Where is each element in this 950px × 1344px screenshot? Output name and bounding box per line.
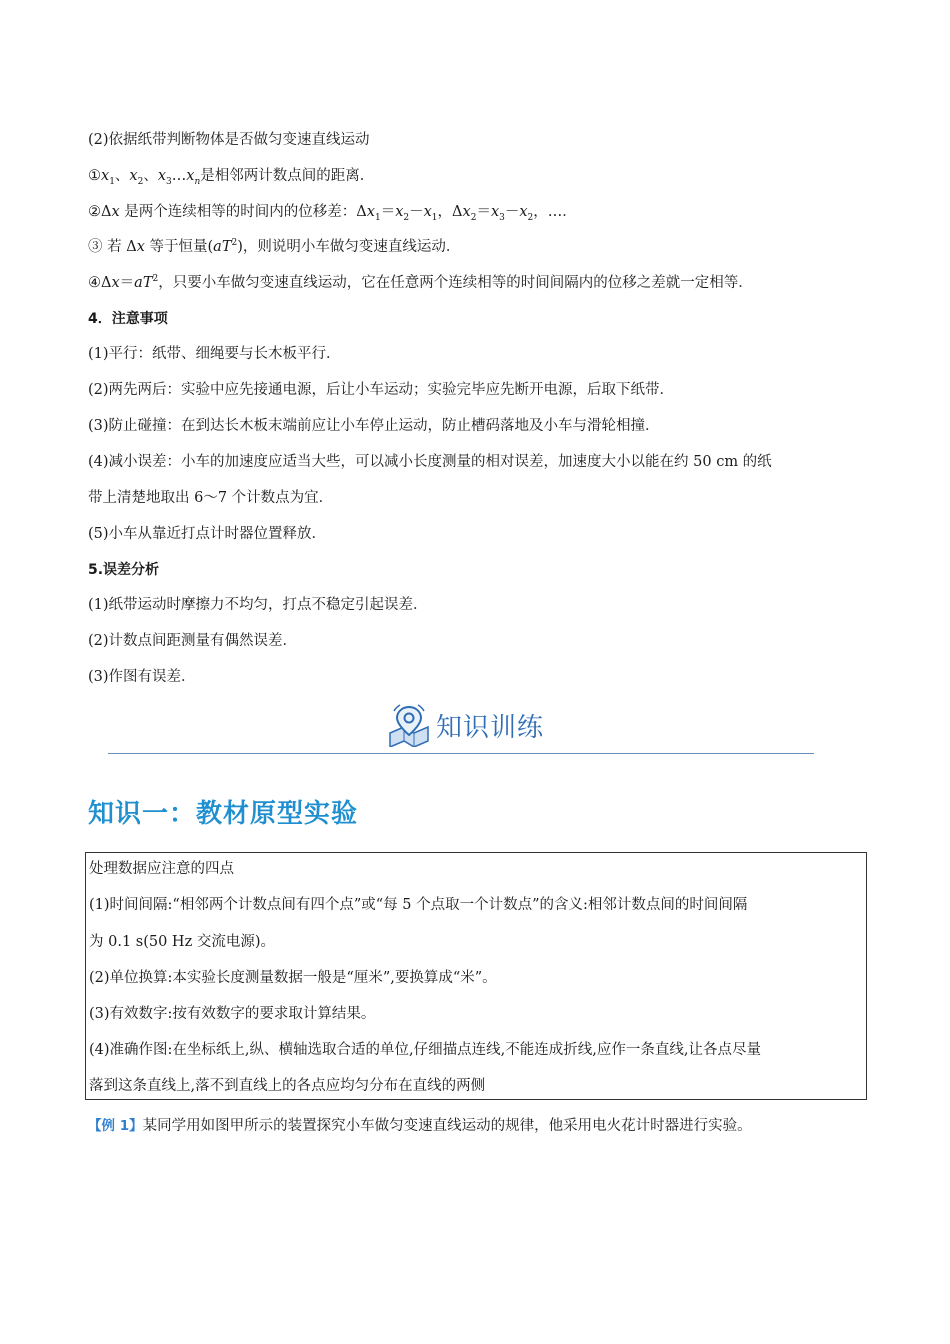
- banner-divider: [108, 753, 814, 754]
- judge-title: (2)依据纸带判断物体是否做匀变速直线运动: [88, 132, 370, 148]
- section-title: 知识一：教材原型实验: [88, 799, 359, 829]
- box-point-3: (3)有效数字:按有效数字的要求取计算结果。: [89, 1006, 376, 1022]
- note-4b: 带上清楚地取出 6～7 个计数点为宜．: [88, 490, 334, 506]
- box-point-4a: (4)准确作图:在坐标纸上,纵、横轴选取合适的单位,仔细描点连线,不能连成折线,应作一条直线,让各点尽量: [89, 1042, 761, 1058]
- example-text: 某同学用如图甲所示的装置探究小车做匀变速直线运动的规律，他采用电火花计时器进行实验。: [142, 1118, 752, 1134]
- box-title: 处理数据应注意的四点: [89, 861, 234, 877]
- box-point-4b: 落到这条直线上,落不到直线上的各点应均匀分布在直线的两侧: [89, 1078, 486, 1094]
- note-4a: (4)减小误差：小车的加速度应适当大些，可以减小长度测量的相对误差，加速度大小以能在约 50 cm 的纸: [88, 454, 772, 470]
- error-heading: 5.误差分析: [88, 562, 160, 578]
- tips-box: [85, 852, 867, 1100]
- box-point-1b: 为 0.1 s(50 Hz 交流电源)。: [89, 934, 275, 950]
- note-3: (3)防止碰撞：在到达长木板末端前应让小车停止运动，防止槽码落地及小车与滑轮相撞．: [88, 418, 660, 434]
- error-1: (1)纸带运动时摩擦力不均匀，打点不稳定引起误差．: [88, 597, 428, 613]
- example-tag: 【例 1】: [88, 1118, 143, 1134]
- notes-heading: 4．注意事项: [88, 311, 168, 327]
- note-1: (1)平行：纸带、细绳要与长木板平行．: [88, 346, 341, 362]
- note-2: (2)两先两后：实验中应先接通电源，后让小车运动；实验完毕应先断开电源，后取下纸带．: [88, 382, 675, 398]
- item-4: $④\Delta x=aT^2$，只要小车做匀变速直线运动，它在任意两个连续相等的时间间隔内的位移之差就一定相等．: [88, 274, 753, 291]
- item-1: $①x_1$、$x_2$、$x_3\dots x_n$是相邻两计数点间的距离．: [88, 168, 375, 187]
- error-2: (2)计数点间距测量有偶然误差．: [88, 633, 298, 649]
- item-3: ③ 若 Δx 等于恒量$(aT^2)$，则说明小车做匀变速直线运动．: [88, 238, 461, 255]
- map-pin-icon: [386, 703, 432, 747]
- box-point-1a: (1)时间间隔:“相邻两个计数点间有四个点”或“每 5 个点取一个计数点”的含义:相邻计数点间的时间间隔: [89, 897, 748, 913]
- note-5: (5)小车从靠近打点计时器位置释放．: [88, 526, 327, 542]
- item-2: ②Δx 是两个连续相等的时间内的位移差：$\Delta x_1=x_2-x_1$，$\Delta x_2=x_3-x_2$，…．: [88, 204, 577, 223]
- error-3: (3)作图有误差．: [88, 669, 196, 685]
- knowledge-training-banner: [386, 703, 544, 747]
- example-1: [88, 1114, 752, 1135]
- box-point-2: (2)单位换算:本实验长度测量数据一般是“厘米”,要换算成“米”。: [89, 970, 497, 986]
- banner-title: 知识训练: [436, 712, 545, 743]
